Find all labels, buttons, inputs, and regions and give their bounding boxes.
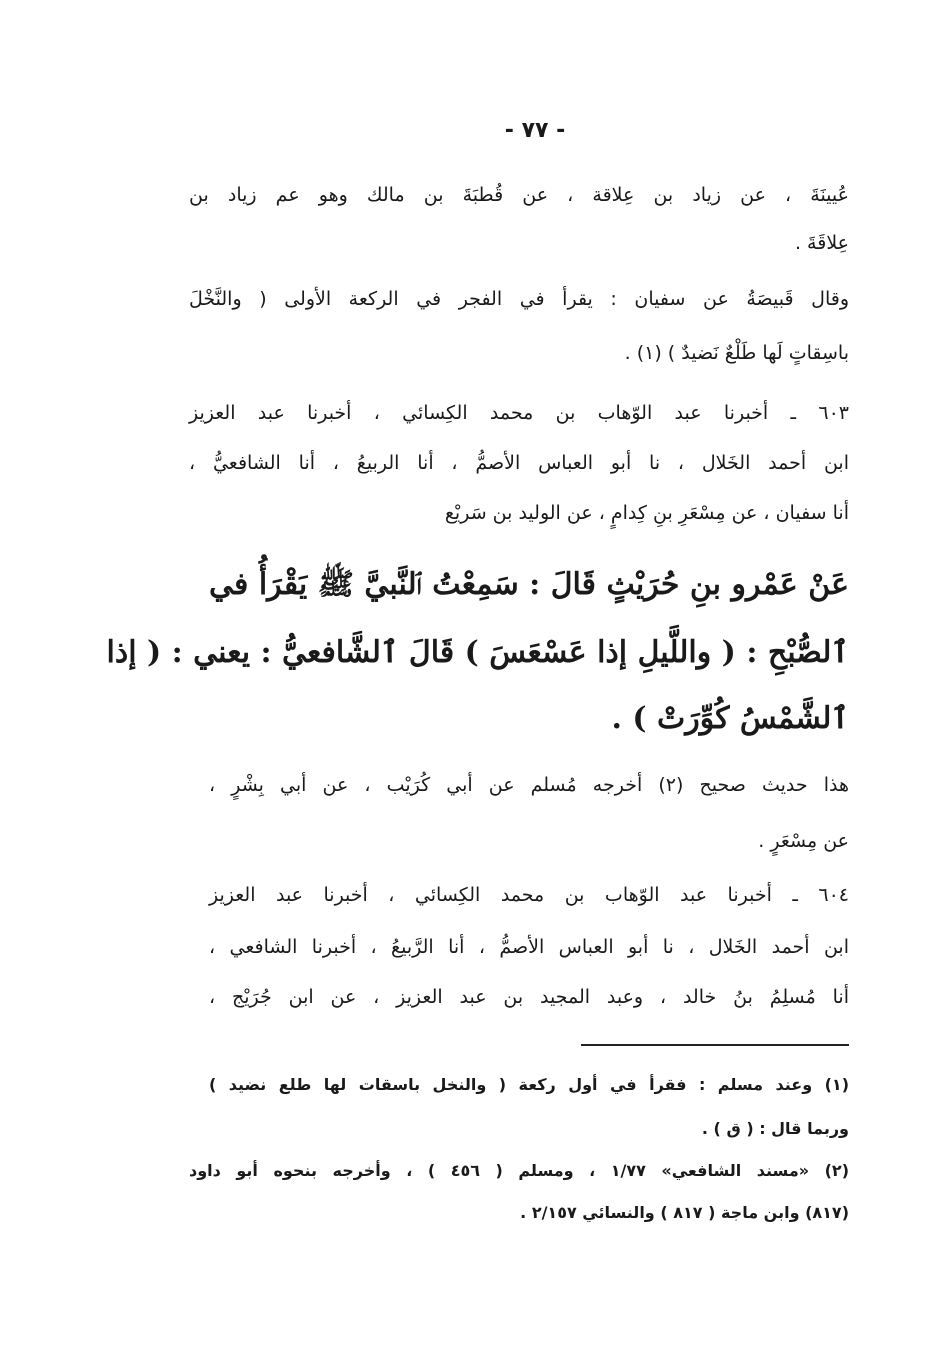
- text-line: ابن أحمد الخَلال ، نا أبو العباس الأصمُّ ، أنا الربيعُ ، أنا الشافعيُّ ،: [189, 452, 849, 474]
- text-line: عِلاقَةَ .: [794, 232, 849, 254]
- footnote-line: وربما قال : ( ق ) .: [701, 1119, 849, 1138]
- text-line: وقال قَبيصَةُ عن سفيان : يقرأ في الفجر في الركعة الأولى ( والنَّخْلَ: [189, 288, 849, 310]
- footnote-line: (٨١٧) وابن ماجة ( ٨١٧ ) والنسائي ٢/١٥٧ .: [520, 1203, 849, 1222]
- text-line: هذا حديث صحيح (٢) أخرجه مُسلم عن أبي كُرَيْب ، عن أبي بِشْرٍ ،: [209, 774, 849, 796]
- text-line: عن مِسْعَرٍ .: [758, 830, 849, 852]
- text-line: أنا سفيان ، عن مِسْعَرِ بنِ كِدامٍ ، عن الوليد بن سَريْع: [444, 502, 849, 524]
- hadith-line: ٱلشَّمْسُ كُوِّرَتْ ) .: [611, 701, 849, 736]
- text-line: ٦٠٤ ـ أخبرنا عبد الوّهاب بن محمد الكِسائي ، أخبرنا عبد العزيز: [209, 884, 849, 906]
- hadith-line: عَنْ عَمْرو بنِ حُرَيْثٍ قَالَ : سَمِعْتُ ٱلنَّبيَّ ﷺ يَقْرَأُ في: [209, 567, 849, 602]
- text-line: أنا مُسلِمُ بنُ خالد ، وعبد المجيد بن عبد العزيز ، عن ابن جُرَيْج ،: [209, 986, 849, 1008]
- text-line: ابن أحمد الخَلال ، نا أبو العباس الأصمُّ ، أنا الرَّبيعُ ، أخبرنا الشافعي ،: [209, 936, 849, 958]
- footnote-line: (٢) «مسند الشافعي» ١/٧٧ ، ومسلم ( ٤٥٦ ) ، وأخرجه بنحوه أبو داود: [189, 1161, 849, 1180]
- footnote-line: (١) وعند مسلم : فقرأ في أول ركعة ( والنخل باسقات لها طلع نضيد ): [209, 1075, 849, 1094]
- text-line: باسِقاتٍ لَها طَلْعٌ نَضيدٌ ) (١) .: [624, 342, 849, 364]
- text-line: عُيينَةَ ، عن زياد بن عِلاقة ، عن قُطبَةَ بن مالك وهو عم زياد بن: [189, 184, 849, 206]
- footnote-separator: [581, 1044, 849, 1046]
- text-line: ٦٠٣ ـ أخبرنا عبد الوّهاب بن محمد الكِسائي ، أخبرنا عبد العزيز: [189, 402, 849, 424]
- page-number: - ٧٧ -: [504, 118, 566, 143]
- hadith-line: ٱلصُّبْحِ : ( واللَّيلِ إذا عَسْعَسَ ) قَالَ ٱلشَّافعيُّ : يعني : ( إذا: [106, 635, 849, 670]
